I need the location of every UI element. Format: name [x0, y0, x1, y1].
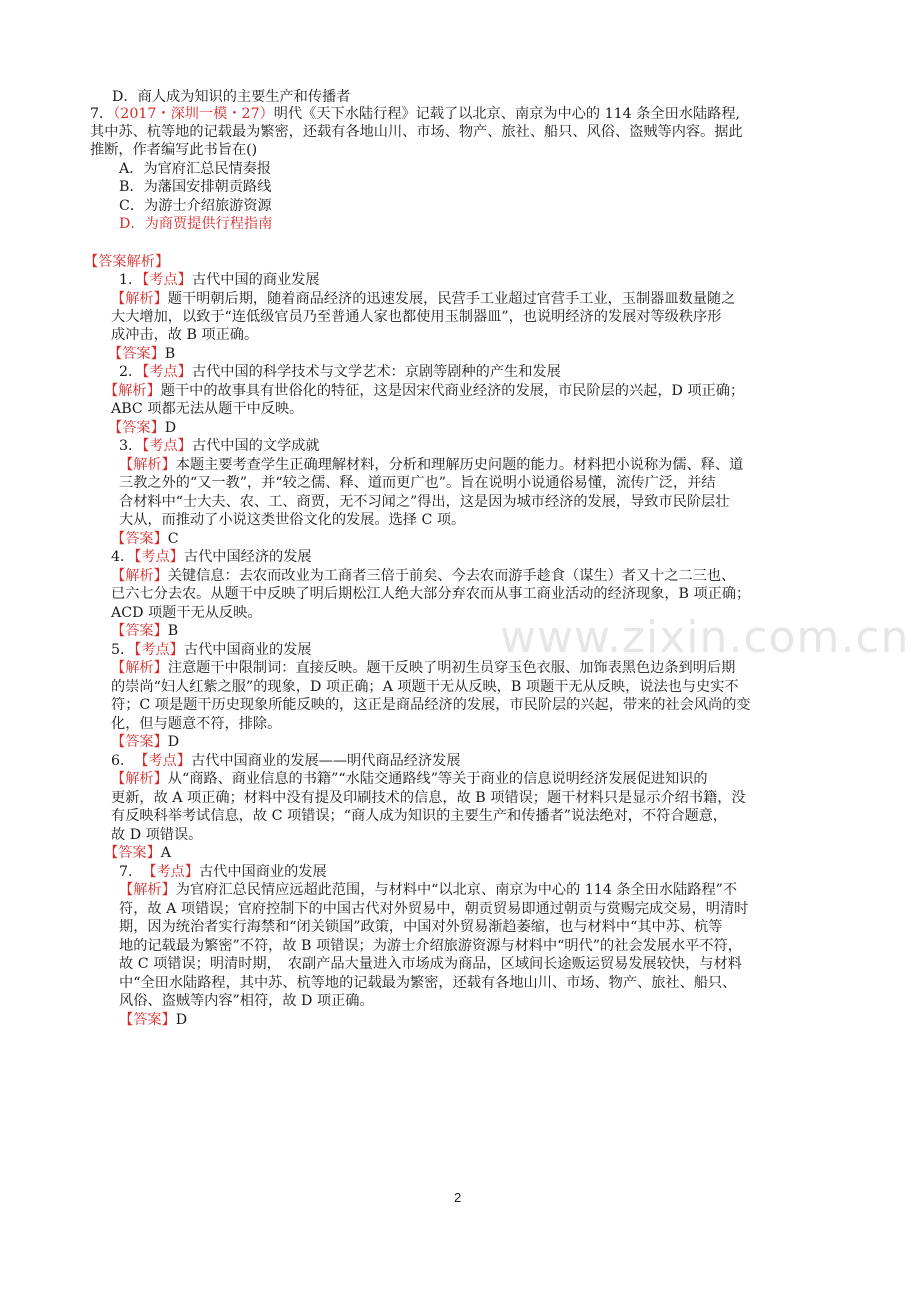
item1-jiexi-1: 【解析】题干明朝后期，随着商品经济的迅速发展，民营手工业超过官营手工业，玉制器皿数量随之: [111, 291, 736, 307]
item1-answer: 【答案】B: [108, 346, 176, 362]
item5-jiexi-4: 化，但与题意不符，排除。: [111, 716, 282, 732]
item2-kaodian: 2．【考点】古代中国的科学技术与文学艺术：京剧等剧种的产生和发展: [119, 364, 561, 380]
item5-kaodian: 5．【考点】古代中国商业的发展: [111, 642, 312, 658]
q7-option-c: C．为游士介绍旅游资源: [119, 198, 272, 214]
q7-stem-1: 明代《天下水陆行程》记载了以北京、南京为中心的 114 条全田水陆路程,: [273, 106, 741, 122]
q7-stem-line-3: 推断，作者编写此书旨在(): [90, 142, 258, 158]
item7-jiexi-6: 中“全田水陆路程，其中苏、杭等地的记载最为繁密，还载有各地山川、市场、物产、旅社、船只、: [119, 975, 737, 991]
item4-kaodian: 4．【考点】古代中国经济的发展: [111, 549, 312, 565]
item2-answer: 【答案】D: [108, 420, 177, 436]
item6-jiexi-4: 故 D 项错误。: [111, 827, 203, 843]
q7-stem-line-1: [90, 106, 740, 123]
item6-jiexi-3: 有反映科举考试信息，故 C 项错误；“商人成为知识的主要生产和传播者”说法绝对，不符合题意，: [111, 808, 728, 824]
item4-jiexi-3: ACD 项题干无从反映。: [111, 605, 262, 621]
item7-jiexi-3: 期，因为统治者实行海禁和“闭关锁国”政策，中国对外贸易渐趋萎缩，也与材料中“其中苏、杭等: [119, 919, 723, 935]
page-number: 2: [454, 1190, 462, 1205]
item7-jiexi-1: 【解析】为官府汇总民情应远超此范围，与材料中“以北京、南京为中心的 114 条全田水陆路程”不: [119, 882, 738, 898]
item3-answer: 【答案】C: [111, 531, 179, 547]
item6-jiexi-2: 更新，故 A 项正确；材料中没有提及印刷技术的信息，故 B 项错误；题干材料只是显示介绍书籍，没: [111, 790, 746, 806]
item3-jiexi-3: 合材料中“士大夫、农、工、商贾，无不习闻之”得出，这是因为城市经济的发展，导致市民阶层壮: [119, 494, 730, 510]
item7-jiexi-7: 风俗、盗贼等内容”相符，故 D 项正确。: [119, 993, 374, 1009]
item5-jiexi-1: 【解析】注意题干中限制词：直接反映。题干反映了明初生员穿玉色衣服、加饰表黑色边条到明后期: [111, 660, 736, 676]
item3-jiexi-1: 【解析】本题主要考查学生正确理解材料，分析和理解历史问题的能力。材料把小说称为儒、释、道: [119, 457, 744, 473]
item4-jiexi-1: 【解析】关键信息：去农而改业为工商者三倍于前矣、今去农而游手趁食（谋生）者又十之二三也、: [111, 568, 736, 584]
q7-option-a: A．为官府汇总民情奏报: [119, 161, 272, 177]
item4-answer: 【答案】B: [111, 623, 179, 639]
item2-jiexi-1: 【解析】题干中的故事具有世俗化的特征，这是因宋代商业经济的发展，市民阶层的兴起，D 项正确；: [104, 383, 745, 399]
q6-option-d: D．商人成为知识的主要生产和传播者: [112, 89, 351, 105]
item2-jiexi-2: ABC 项都无法从题干中反映。: [111, 401, 304, 417]
q7-option-b: B．为藩国安排朝贡路线: [119, 179, 272, 195]
q7-stem-line-2: 其中苏、杭等地的记载最为繁密，还载有各地山川、市场、物产、旅社、船只、风俗、盗贼等内容。据此: [90, 124, 743, 140]
item3-jiexi-4: 大从，而推动了小说这类世俗文化的发展。选择 C 项。: [119, 512, 466, 528]
item3-jiexi-2: 三教之外的“又一教”，并“较之儒、释、道而更广也”。旨在说明小说通俗易懂，流传广泛，并结: [119, 475, 716, 491]
item1-kaodian: 1．【考点】古代中国的商业发展: [119, 272, 320, 288]
q7-source: （2017・深圳一模・27）: [113, 106, 274, 122]
item1-jiexi-3: 成冲击，故 B 项正确。: [111, 327, 259, 343]
answers-header: 【答案解析】: [84, 254, 170, 270]
item5-jiexi-3: 符；C 项是题干历史现象所能反映的，这正是商品经济的发展，市民阶层的兴起，带来的社会风尚的变: [111, 697, 751, 713]
item7-answer: 【答案】D: [119, 1012, 188, 1028]
item7-jiexi-2: 符，故 A 项错误；官府控制下的中国古代对外贸易中，朝贡贸易即通过朝贡与赏赐完成交易，明清时: [119, 901, 749, 917]
item5-jiexi-2: 的崇尚“妇人红紫之服”的现象，D 项正确；A 项题干无从反映，B 项题干无从反映，说法也与史实不: [111, 679, 739, 695]
item1-jiexi-2: 大大增加，以致于“连低级官员乃至普通人家也都使用玉制器皿”，也说明经济的发展对等级秩序形: [111, 309, 722, 325]
item7-jiexi-4: 地的记载最为繁密”不符，故 B 项错误；为游士介绍旅游资源与材料中“明代”的社会发展水平不符，: [119, 938, 742, 954]
item4-jiexi-2: 已六七分去农。从题干中反映了明后期松江人绝大部分弃农而从事工商业活动的经济现象，B 项正确；: [111, 586, 751, 602]
watermark: www.zixin.com.cn: [500, 612, 910, 663]
item3-kaodian: 3．【考点】古代中国的文学成就: [119, 438, 320, 454]
item6-kaodian: 6． 【考点】古代中国商业的发展——明代商品经济发展: [111, 753, 461, 769]
item6-answer: 【答案】A: [104, 845, 172, 861]
q7-number: 7．: [90, 106, 114, 122]
item7-kaodian: 7． 【考点】古代中国商业的发展: [119, 864, 327, 880]
item6-jiexi-1: 【解析】从“商路、商业信息的书籍”“水陆交通路线”等关于商业的信息说明经济发展促进知识的: [111, 771, 708, 787]
q7-option-d: D．为商贾提供行程指南: [119, 216, 273, 232]
item7-jiexi-5: 故 C 项错误；明清时期， 农副产品大量进入市场成为商品，区域间长途贩运贸易发展较快，与材料: [119, 956, 742, 972]
item5-answer: 【答案】D: [111, 734, 180, 750]
